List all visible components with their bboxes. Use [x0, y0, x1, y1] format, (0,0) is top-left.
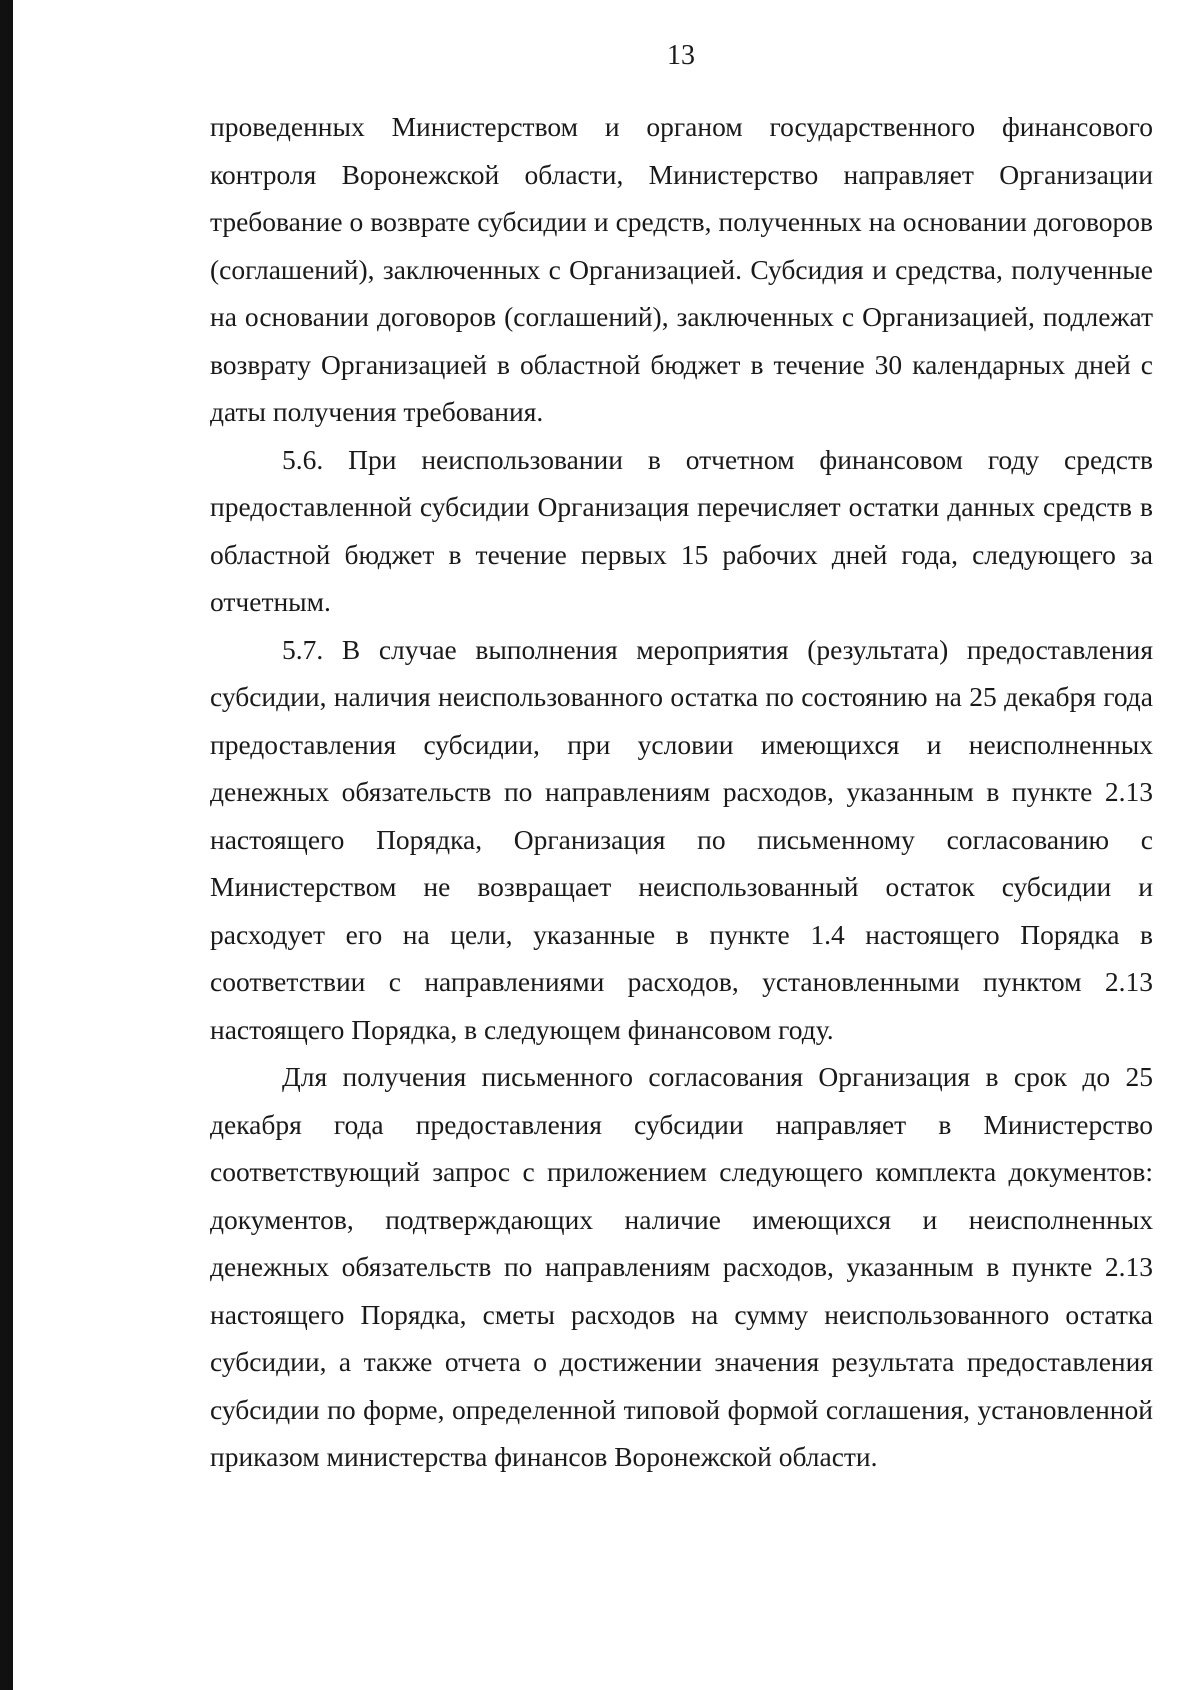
paragraph-5-7: 5.7. В случае выполнения мероприятия (результата) предоставления субсидии, наличия неиспользованного остатка по состоянию на 25 декабря года предоставления субсидии, при условии имеющихся и неисполненных денежных обязательств по направлениям расходов, указанным в пункте 2.13 настоящего Порядка, Организация по письменному согласованию с Министерством не возвращает неиспользованный остаток субсидии и расходует его на цели, указанные в пункте 1.4 настоящего Порядка в соответствии с направлениями расходов, установленными пунктом 2.13 настоящего Порядка, в следующем финансовом году.	[210, 633, 1153, 1045]
paragraph-continuation: проведенных Министерством и органом государственного финансового контроля Воронежской области, Министерство направляет Организации требование о возврате субсидии и средств, полученных на основании договоров (соглашений), заключенных с Организацией. Субсидия и средства, полученные на основании договоров (соглашений), заключенных с Организацией, подлежат возврату Организацией в областной бюджет в течение 30 календарных дней с даты получения требования.	[210, 111, 1153, 427]
page-number: 13	[667, 40, 695, 71]
paragraph-5-6: 5.6. При неиспользовании в отчетном финансовом году средств предоставленной субсидии Организация перечисляет остатки данных средств в областной бюджет в течение первых 15 рабочих дней года, следующего за отчетным.	[210, 443, 1153, 617]
body-text	[210, 103, 1153, 1481]
scan-edge-bar	[0, 0, 13, 1690]
paragraph-approval-request: Для получения письменного согласования Организация в срок до 25 декабря года предоставления субсидии направляет в Министерство соответствующий запрос с приложением следующего комплекта документов: документов, подтверждающих наличие имеющихся и неисполненных денежных обязательств по направлениям расходов, указанным в пункте 2.13 настоящего Порядка, сметы расходов на сумму неиспользованного остатка субсидии, а также отчета о достижении значения результата предоставления субсидии по форме, определенной типовой формой соглашения, установленной приказом министерства финансов Воронежской области.	[210, 1061, 1153, 1472]
